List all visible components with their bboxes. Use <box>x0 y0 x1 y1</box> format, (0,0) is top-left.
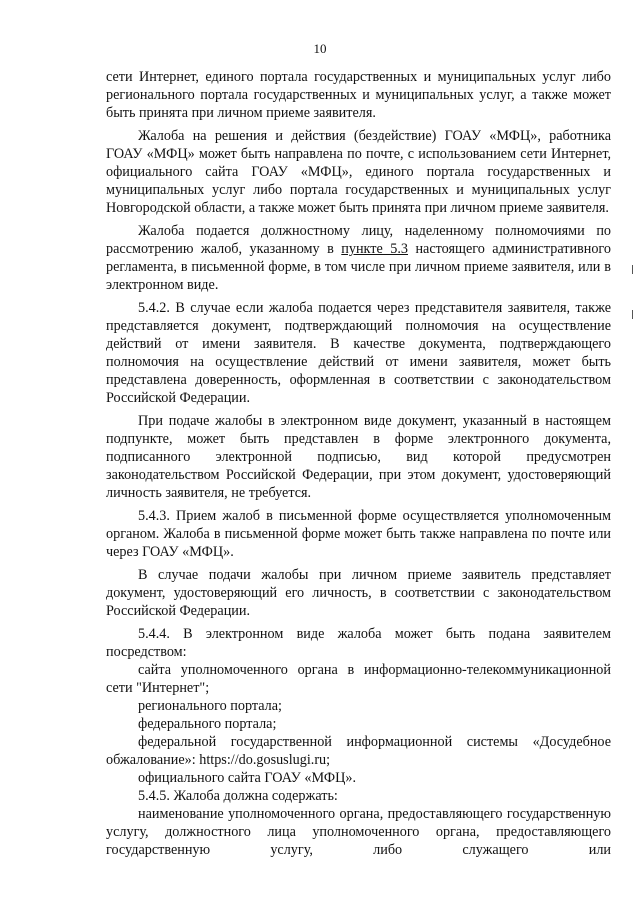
paragraph-complaint-addressee <box>106 222 611 294</box>
paragraph-internet-portals: сети Интернет, единого портала государственных и муниципальных услуг либо регионального портала государственных и муниципальных услуг, а также может быть принята при личном приеме заявителя. <box>106 69 611 121</box>
paragraph-text-after-link: настоящего административного регламента, в письменной форме, в том числе при личном приеме заявителя, или в электронном виде. <box>106 241 611 293</box>
paragraph-electronic-document: При подаче жалобы в электронном виде документ, указанный в настоящем подпункте, может быть представлен в форме электронного документа, подписанного электронной подписью, вид которой предусмотрен законодательством Российской Федерации, при этом документ, удостоверяющий личность заявителя, не требуется. <box>106 413 611 501</box>
paragraph-5-4-4: 5.4.4. В электронном виде жалоба может быть подана заявителем посредством: <box>106 626 611 660</box>
paragraph-5-4-2: 5.4.2. В случае если жалоба подается через представителя заявителя, также представляется документ, подтверждающий полномочия на осуществление действий от имени заявителя. В качестве документа, подтверждающего полномочия на осуществление действий от имени заявителя, может быть представлена доверенность, оформленная в соответствии с законодательством Российской Федерации. <box>106 300 611 406</box>
paragraph-complaint-contents: наименование уполномоченного органа, предоставляющего государственную услугу, должностного лица уполномоченного органа, предоставляющего государственную услугу, либо служащего или <box>106 806 611 858</box>
paragraph-personal-reception: В случае подачи жалобы при личном приеме заявитель представляет документ, удостоверяющий его личность, в соответствии с законодательством Российской Федерации. <box>106 567 611 619</box>
list-item-mfc-site: официального сайта ГОАУ «МФЦ». <box>138 770 356 786</box>
document-body <box>106 68 611 859</box>
list-item-federal-portal: федерального портала; <box>138 716 277 732</box>
paragraph-text-before-link: Жалоба подается должностному лицу, наделенному полномочиями по рассмотрению жалоб, указанному в <box>106 223 611 257</box>
clause-5-3-link[interactable]: пункте 5.3 <box>341 241 408 257</box>
margin-mark <box>632 265 633 274</box>
paragraph-5-4-5: 5.4.5. Жалоба должна содержать: <box>138 788 338 804</box>
page-number: 10 <box>313 41 327 56</box>
list-item-authority-site: сайта уполномоченного органа в информационно-телекоммуникационной сети "Интернет"; <box>106 662 611 696</box>
paragraph-mfc-complaint: Жалоба на решения и действия (бездействие) ГОАУ «МФЦ», работника ГОАУ «МФЦ» может быть направлена по почте, с использованием сети Интернет, официального сайта ГОАУ «МФЦ», единого портала государственных и муниципальных услуг либо портала государственных и муниципальных услуг Новгородской области, а также может быть принята при личном приеме заявителя. <box>106 128 611 216</box>
paragraph-5-4-3: 5.4.3. Прием жалоб в письменной форме осуществляется уполномоченным органом. Жалоба в письменной форме может быть также направлена по почте или через ГОАУ «МФЦ». <box>106 508 611 560</box>
list-item-regional-portal: регионального портала; <box>138 698 282 714</box>
margin-mark <box>632 310 633 319</box>
list-item-pretrial-system: федеральной государственной информационной системы «Досудебное обжалование»: https://do.gosuslugi.ru; <box>106 734 611 768</box>
